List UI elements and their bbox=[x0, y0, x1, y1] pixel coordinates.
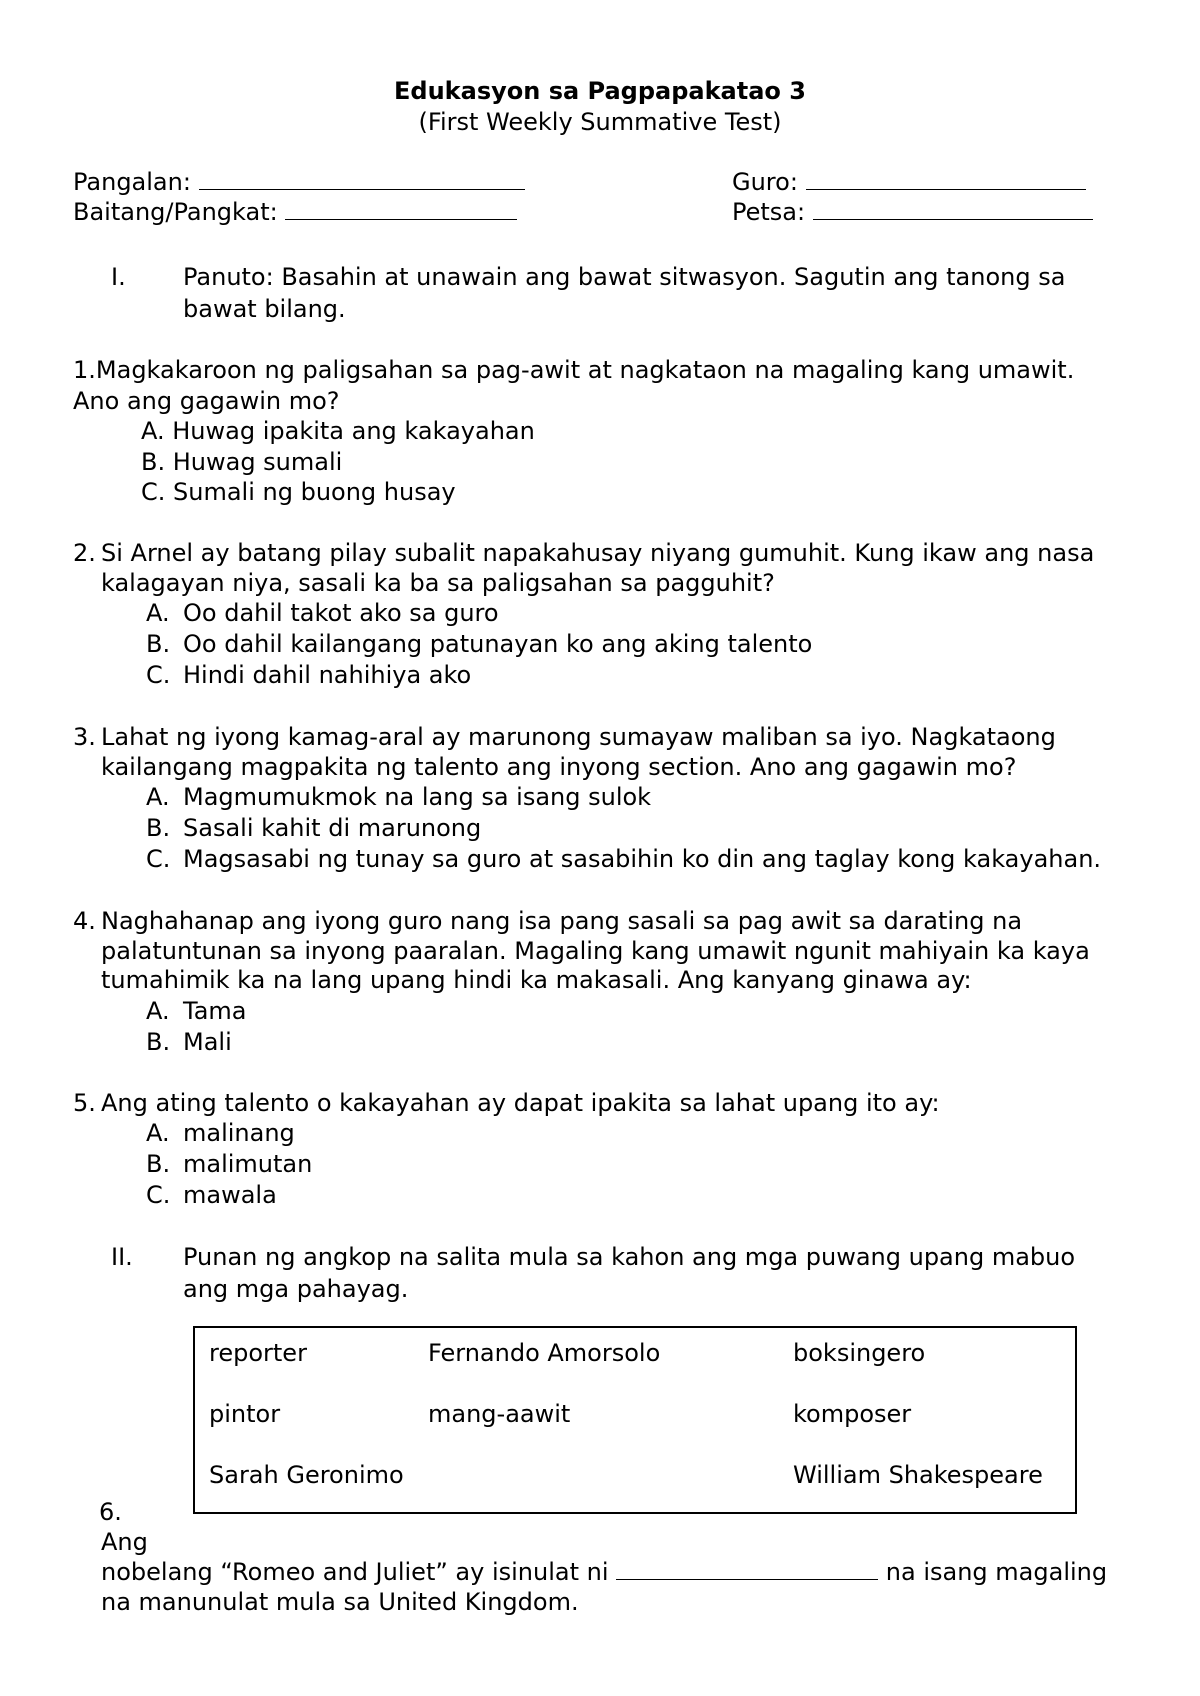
question-1-line2: Ano ang gagawin mo? bbox=[73, 387, 340, 415]
question-2-letter-b: B. bbox=[146, 630, 171, 658]
question-1-line1 bbox=[73, 355, 1074, 385]
question-2-letter-c: C. bbox=[146, 661, 171, 689]
grade-label: Baitang/Pangkat: bbox=[73, 198, 278, 226]
grade-field bbox=[73, 197, 517, 227]
question-2-letter-a: A. bbox=[146, 599, 170, 627]
question-3-letter-c: C. bbox=[146, 845, 171, 873]
question-5-letter-a: A. bbox=[146, 1119, 170, 1147]
teacher-blank[interactable] bbox=[806, 167, 1086, 190]
question-1-number: 1. bbox=[73, 356, 96, 384]
question-4-number: 4. bbox=[73, 907, 96, 935]
question-6-answer-blank[interactable] bbox=[616, 1557, 878, 1580]
part2-instruction-line1: Punan ng angkop na salita mula sa kahon ang mga puwang upang mabuo bbox=[183, 1243, 1076, 1271]
question-4-line2: palatuntunan sa inyong paaralan. Magaling kang umawit ngunit mahiyain ka kaya bbox=[101, 937, 1090, 965]
page-title: Edukasyon sa Pagpapakatao 3 bbox=[394, 77, 806, 105]
part1-instruction-line2: bawat bilang. bbox=[183, 295, 346, 323]
question-3-letter-b: B. bbox=[146, 814, 171, 842]
question-3-choice-b[interactable]: Sasali kahit di marunong bbox=[183, 814, 482, 842]
word-box-cell: Sarah Geronimo bbox=[209, 1461, 404, 1489]
part1-roman: I. bbox=[111, 263, 126, 291]
date-label: Petsa: bbox=[732, 198, 806, 226]
name-label: Pangalan: bbox=[73, 168, 191, 196]
word-box-cell: komposer bbox=[793, 1400, 912, 1428]
question-3-choice-a[interactable]: Magmumukmok na lang sa isang sulok bbox=[183, 783, 652, 811]
question-4-line1: Naghahanap ang iyong guro nang isa pang sasali sa pag awit sa darating na bbox=[101, 907, 1023, 935]
part1-instruction-line1: Panuto: Basahin at unawain ang bawat sitwasyon. Sagutin ang tanong sa bbox=[183, 263, 1066, 291]
date-field bbox=[732, 197, 1093, 227]
teacher-label: Guro: bbox=[732, 168, 798, 196]
question-6-number: 6. bbox=[99, 1498, 122, 1526]
question-1-text: Magkakaroon ng paligsahan sa pag-awit at nagkataon na magaling kang umawit. bbox=[95, 356, 1075, 384]
question-2-line1: Si Arnel ay batang pilay subalit napakahusay niyang gumuhit. Kung ikaw ang nasa bbox=[101, 539, 1095, 567]
question-2-number: 2. bbox=[73, 539, 96, 567]
question-4-choice-a[interactable]: Tama bbox=[183, 997, 247, 1025]
question-3-number: 3. bbox=[73, 723, 96, 751]
question-3-letter-a: A. bbox=[146, 783, 170, 811]
question-4-letter-b: B. bbox=[146, 1028, 171, 1056]
word-box-cell: pintor bbox=[209, 1400, 281, 1428]
date-blank[interactable] bbox=[813, 197, 1093, 220]
question-4-letter-a: A. bbox=[146, 997, 170, 1025]
question-5-choice-c[interactable]: mawala bbox=[183, 1181, 277, 1209]
question-3-line2: kailangang magpakita ng talento ang inyong section. Ano ang gagawin mo? bbox=[101, 753, 1017, 781]
question-2-choice-c[interactable]: Hindi dahil nahihiya ako bbox=[183, 661, 472, 689]
page-subtitle: (First Weekly Summative Test) bbox=[418, 108, 782, 136]
question-1-choice-c[interactable]: C. Sumali ng buong husay bbox=[141, 478, 456, 506]
question-2-choice-b[interactable]: Oo dahil kailangang patunayan ko ang aking talento bbox=[183, 630, 813, 658]
question-6-line-a-start: nobelang “Romeo and Juliet” ay isinulat ni bbox=[101, 1558, 609, 1586]
question-3-choice-c[interactable]: Magsasabi ng tunay sa guro at sasabihin ko din ang taglay kong kakayahan. bbox=[183, 845, 1102, 873]
question-5-number: 5. bbox=[73, 1089, 96, 1117]
question-2-line2: kalagayan niya, sasali ka ba sa paligsahan sa pagguhit? bbox=[101, 569, 775, 597]
question-6-line-b: na manunulat mula sa United Kingdom. bbox=[101, 1588, 579, 1616]
question-3-line1: Lahat ng iyong kamag-aral ay marunong sumayaw maliban sa iyo. Nagkataong bbox=[101, 723, 1056, 751]
question-5-letter-b: B. bbox=[146, 1150, 171, 1178]
question-5-letter-c: C. bbox=[146, 1181, 171, 1209]
question-1-choice-b[interactable]: B. Huwag sumali bbox=[141, 448, 343, 476]
question-6-word1: Ang bbox=[101, 1528, 148, 1556]
question-5-line1: Ang ating talento o kakayahan ay dapat ipakita sa lahat upang ito ay: bbox=[101, 1089, 940, 1117]
word-box-cell: William Shakespeare bbox=[793, 1461, 1043, 1489]
name-blank[interactable] bbox=[199, 167, 525, 190]
word-box-cell: Fernando Amorsolo bbox=[428, 1339, 661, 1367]
word-box-cell: mang-aawit bbox=[428, 1400, 571, 1428]
question-5-choice-a[interactable]: malinang bbox=[183, 1119, 295, 1147]
part2-roman: II. bbox=[111, 1243, 133, 1271]
question-4-choice-b[interactable]: Mali bbox=[183, 1028, 232, 1056]
question-1-choice-a[interactable]: A. Huwag ipakita ang kakayahan bbox=[141, 417, 535, 445]
word-box-cell: reporter bbox=[209, 1339, 307, 1367]
question-4-line3: tumahimik ka na lang upang hindi ka makasali. Ang kanyang ginawa ay: bbox=[101, 966, 972, 994]
word-box-cell: boksingero bbox=[793, 1339, 926, 1367]
grade-blank[interactable] bbox=[285, 197, 517, 220]
part2-instruction-line2: ang mga pahayag. bbox=[183, 1275, 409, 1303]
question-2-choice-a[interactable]: Oo dahil takot ako sa guro bbox=[183, 599, 499, 627]
teacher-field bbox=[732, 167, 1086, 197]
question-6-line-a bbox=[101, 1557, 1107, 1587]
name-field bbox=[73, 167, 525, 197]
question-6-line-a-end: na isang magaling bbox=[885, 1558, 1108, 1586]
question-5-choice-b[interactable]: malimutan bbox=[183, 1150, 313, 1178]
